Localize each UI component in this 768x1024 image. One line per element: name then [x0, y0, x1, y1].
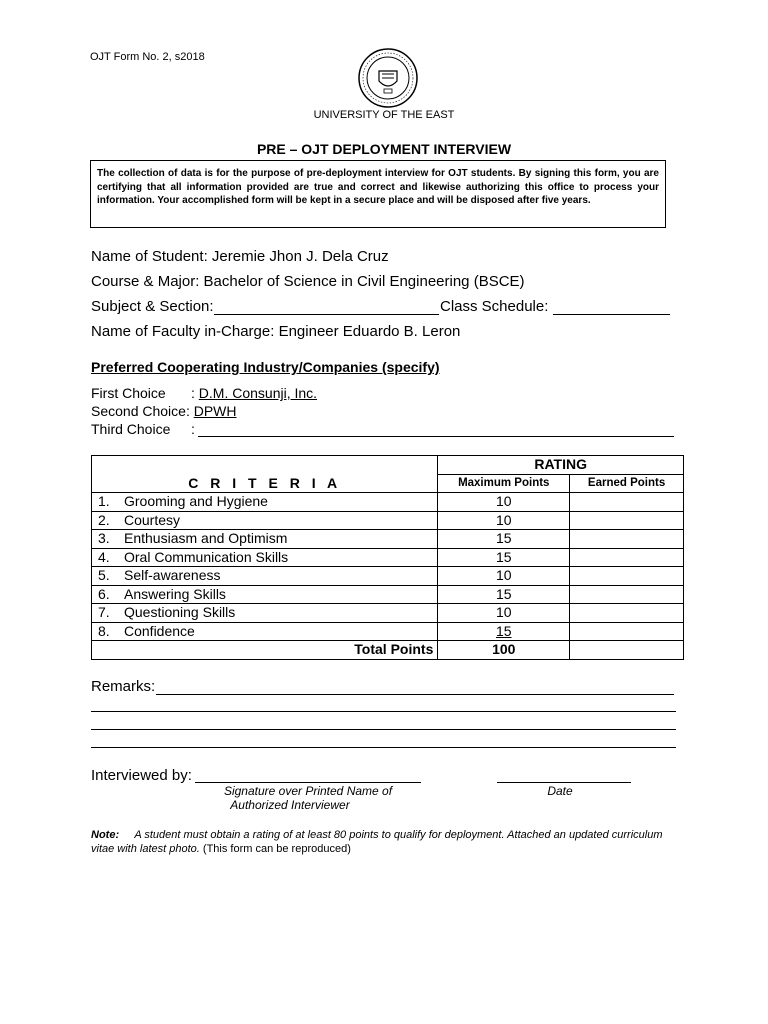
- third-choice-label: Third Choice: [91, 421, 171, 437]
- criterion-label: Questioning Skills: [124, 604, 236, 621]
- criterion-num: 8.: [98, 622, 110, 639]
- max-points-cell: 10: [438, 511, 570, 530]
- criterion-num: 2.: [98, 511, 110, 528]
- course-row: [91, 273, 525, 290]
- note-extra: (This form can be reproduced): [202, 843, 351, 855]
- table-row: [92, 493, 684, 512]
- criterion-cell: [92, 530, 438, 549]
- total-max-points: 100: [438, 641, 570, 660]
- criterion-num: 6.: [98, 585, 110, 602]
- criterion-num: 7.: [98, 604, 110, 621]
- student-name-row: [91, 248, 389, 265]
- criterion-num: 1.: [98, 493, 110, 510]
- form-number: OJT Form No. 2, s2018: [90, 51, 205, 63]
- note-label: Note:: [91, 829, 120, 841]
- criterion-label: Answering Skills: [124, 585, 226, 602]
- university-name: UNIVERSITY OF THE EAST: [313, 109, 455, 121]
- interviewed-by-label: Interviewed by:: [91, 767, 192, 784]
- criterion-label: Confidence: [124, 622, 195, 639]
- criterion-label: Grooming and Hygiene: [124, 493, 268, 510]
- table-row: [92, 622, 684, 641]
- criterion-cell: [92, 548, 438, 567]
- remarks-line-3[interactable]: [91, 729, 676, 730]
- criterion-num: 3.: [98, 530, 110, 547]
- criterion-cell: [92, 604, 438, 623]
- criterion-cell: [92, 585, 438, 604]
- third-choice-row: [91, 421, 195, 437]
- date-caption: Date: [547, 784, 573, 798]
- third-choice-sep: :: [191, 421, 195, 437]
- remarks-line-4[interactable]: [91, 747, 676, 748]
- criterion-label: Courtesy: [124, 511, 181, 528]
- university-seal-icon: [357, 47, 419, 109]
- first-choice-row: [91, 385, 317, 401]
- earned-points-cell[interactable]: [570, 622, 684, 641]
- total-label: Total Points: [92, 641, 438, 660]
- first-choice-sep: :: [191, 385, 199, 401]
- subject-row: [91, 298, 214, 315]
- max-points-cell: 10: [438, 567, 570, 586]
- max-points-cell: 15: [438, 530, 570, 549]
- signature-caption-line-2: Authorized Interviewer: [230, 798, 350, 812]
- max-points-header: Maximum Points: [438, 474, 570, 493]
- remarks-line-2[interactable]: [91, 711, 676, 712]
- max-points-value: 15: [495, 622, 512, 639]
- faculty-label: Name of Faculty in-Charge:: [91, 323, 275, 340]
- remarks-line-1[interactable]: [156, 694, 674, 695]
- table-row: [92, 548, 684, 567]
- preferences-heading: Preferred Cooperating Industry/Companies (specify): [91, 359, 440, 375]
- earned-points-cell[interactable]: [570, 567, 684, 586]
- earned-points-cell[interactable]: [570, 530, 684, 549]
- criterion-cell: [92, 567, 438, 586]
- criterion-label: Oral Communication Skills: [124, 548, 289, 565]
- max-points-cell: 15: [438, 585, 570, 604]
- first-choice-value[interactable]: D.M. Consunji, Inc.: [198, 385, 318, 401]
- criterion-cell: [92, 622, 438, 641]
- note-text: A student must obtain a rating of at least 80 points to qualify for deployment. Attached an updated curriculum vitae with latest photo.: [91, 829, 663, 855]
- table-row: [92, 585, 684, 604]
- table-row: [92, 567, 684, 586]
- total-row: [92, 641, 684, 660]
- signature-caption-line-1: Signature over Printed Name of: [223, 784, 393, 798]
- form-title: PRE – OJT DEPLOYMENT INTERVIEW: [256, 141, 512, 157]
- first-choice-label: First Choice: [91, 385, 166, 401]
- earned-points-cell[interactable]: [570, 585, 684, 604]
- subject-section-field[interactable]: [214, 314, 439, 315]
- interview-date-field[interactable]: [497, 782, 631, 783]
- earned-points-cell[interactable]: [570, 548, 684, 567]
- criterion-label: Self-awareness: [124, 567, 221, 584]
- earned-points-header: Earned Points: [570, 474, 684, 493]
- criteria-header: C R I T E R I A: [92, 456, 438, 493]
- table-row: [92, 511, 684, 530]
- max-points-cell: 10: [438, 493, 570, 512]
- criterion-cell: [92, 493, 438, 512]
- max-points-cell: 10: [438, 604, 570, 623]
- second-choice-row: [91, 403, 237, 419]
- third-choice-field[interactable]: [198, 436, 674, 437]
- student-name-label: Name of Student:: [91, 248, 208, 265]
- earned-points-cell[interactable]: [570, 604, 684, 623]
- table-row: [92, 604, 684, 623]
- second-choice-value[interactable]: DPWH: [193, 403, 237, 419]
- faculty-value[interactable]: Engineer Eduardo B. Leron: [278, 323, 461, 340]
- criterion-label: Enthusiasm and Optimism: [124, 530, 288, 547]
- class-schedule-field[interactable]: [553, 314, 670, 315]
- rating-table: [91, 455, 684, 660]
- remarks-label: Remarks:: [91, 678, 156, 695]
- privacy-notice: The collection of data is for the purpose of pre-deployment interview for OJT students. By signing this form, you are certifying that all information provided are true and correct and likewise authorizing this office to process your information. Your accomplished form will be kept in a secure place and will be disposed after five years.: [90, 160, 666, 228]
- total-earned-points-cell[interactable]: [570, 641, 684, 660]
- course-value[interactable]: Bachelor of Science in Civil Engineering (BSCE): [203, 273, 525, 290]
- rating-header: RATING: [438, 456, 684, 475]
- criterion-num: 5.: [98, 567, 110, 584]
- student-name-value[interactable]: Jeremie Jhon J. Dela Cruz: [211, 248, 389, 265]
- earned-points-cell[interactable]: [570, 511, 684, 530]
- schedule-label: Class Schedule:: [440, 298, 549, 315]
- second-choice-label: Second Choice:: [91, 403, 190, 419]
- criterion-num: 4.: [98, 548, 110, 565]
- faculty-row: [91, 323, 460, 340]
- max-points-cell: [438, 622, 570, 641]
- interviewer-signature-field[interactable]: [195, 782, 421, 783]
- table-row: [92, 530, 684, 549]
- course-label: Course & Major:: [91, 273, 200, 290]
- earned-points-cell[interactable]: [570, 493, 684, 512]
- criterion-cell: [92, 511, 438, 530]
- subject-label: Subject & Section:: [91, 298, 214, 315]
- max-points-cell: 15: [438, 548, 570, 567]
- note: [91, 828, 671, 856]
